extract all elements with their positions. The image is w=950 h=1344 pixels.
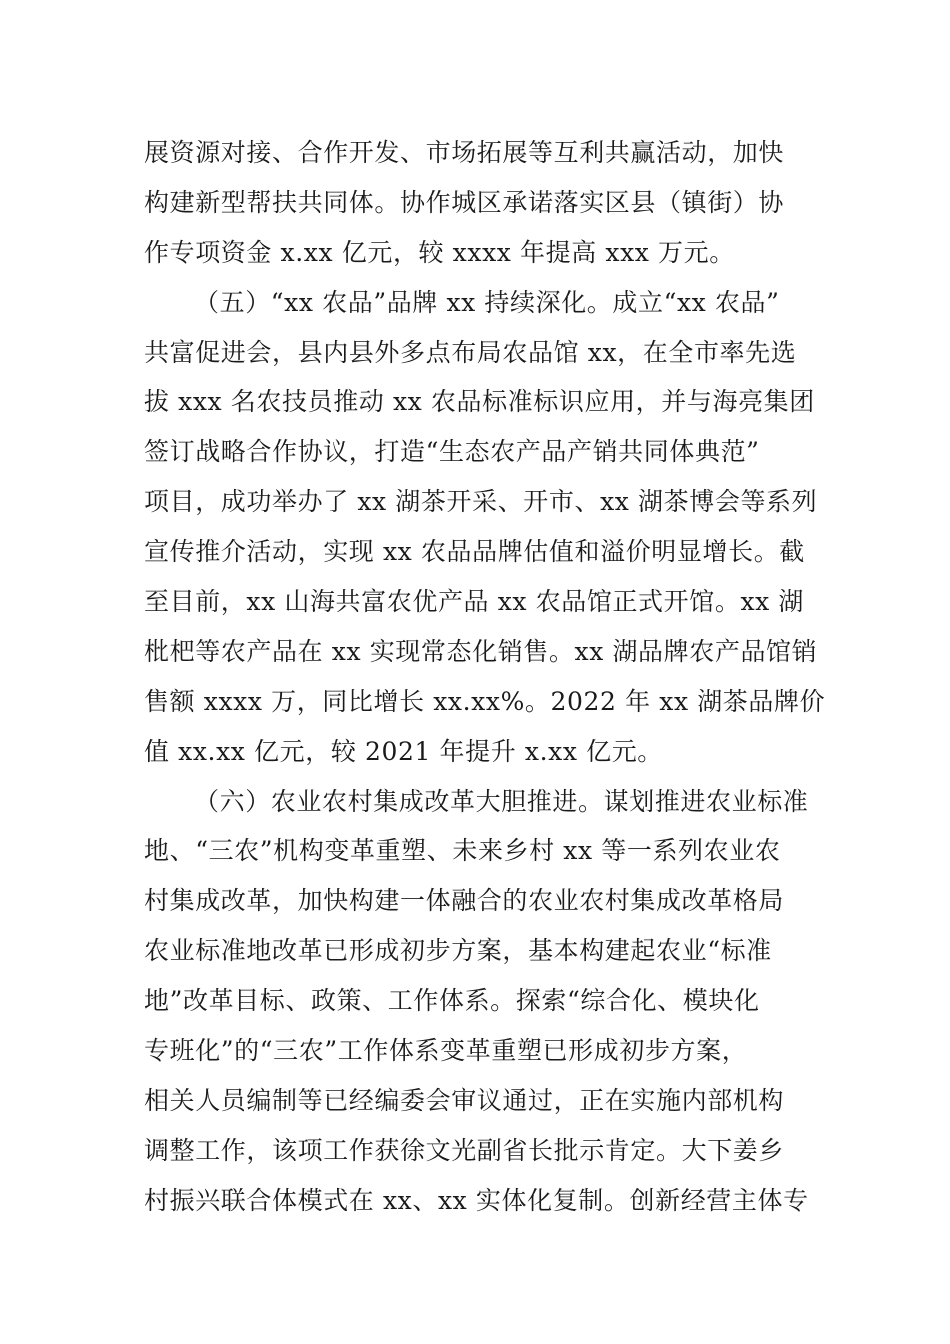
text-line: 农业标准地改革已形成初步方案，基本构建起农业“标准 [144,936,772,966]
text-line: 地”改革目标、政策、工作体系。探索“综合化、模块化 [144,986,760,1016]
text-line: 构建新型帮扶共同体。协作城区承诺落实区县（镇街）协 [144,187,785,217]
section-five-heading-line: （五）“xx 农品”品牌 xx 持续深化。成立“xx 农品” [194,287,780,317]
text-line: 拔 xxx 名农技员推动 xx 农品标准标识应用，并与海亮集团 [144,387,815,417]
text-line: 枇杷等农产品在 xx 实现常态化销售。xx 湖品牌农产品馆销 [144,636,818,666]
text-line: 相关人员编制等已经编委会审议通过，正在实施内部机构 [144,1085,785,1115]
text-line: 作专项资金 x.xx 亿元，较 xxxx 年提高 xxx 万元。 [144,237,735,267]
text-line: 共富促进会，县内县外多点布局农品馆 xx，在全市率先选 [144,337,797,367]
text-line: 村集成改革，加快构建一体融合的农业农村集成改革格局 [144,886,785,916]
text-line: 地、“三农”机构变革重塑、未来乡村 xx 等一系列农业农 [144,836,781,866]
text-line: 专班化”的“三农”工作体系变革重塑已形成初步方案， [144,1036,748,1066]
section-six-heading-line: （六）农业农村集成改革大胆推进。谋划推进农业标准 [194,786,809,816]
document-body [144,128,826,1226]
text-line: 展资源对接、合作开发、市场拓展等互利共赢活动，加快 [144,138,785,167]
text-line: 宣传推介活动，实现 xx 农品品牌估值和溢价明显增长。截 [144,537,805,567]
text-line: 村振兴联合体模式在 xx、xx 实体化复制。创新经营主体专 [144,1185,809,1215]
text-line: 项目，成功举办了 xx 湖茶开采、开市、xx 湖茶博会等系列 [144,487,818,517]
text-line: 至目前，xx 山海共富农优产品 xx 农品馆正式开馆。xx 湖 [144,587,804,617]
text-line: 调整工作，该项工作获徐文光副省长批示肯定。大下姜乡 [144,1135,785,1165]
text-line: 签订战略合作协议，打造“生态农产品产销共同体典范” [144,437,760,467]
text-line: 值 xx.xx 亿元，较 2021 年提升 x.xx 亿元。 [144,736,663,766]
text-line: 售额 xxxx 万，同比增长 xx.xx%。2022 年 xx 湖茶品牌价 [144,686,826,716]
